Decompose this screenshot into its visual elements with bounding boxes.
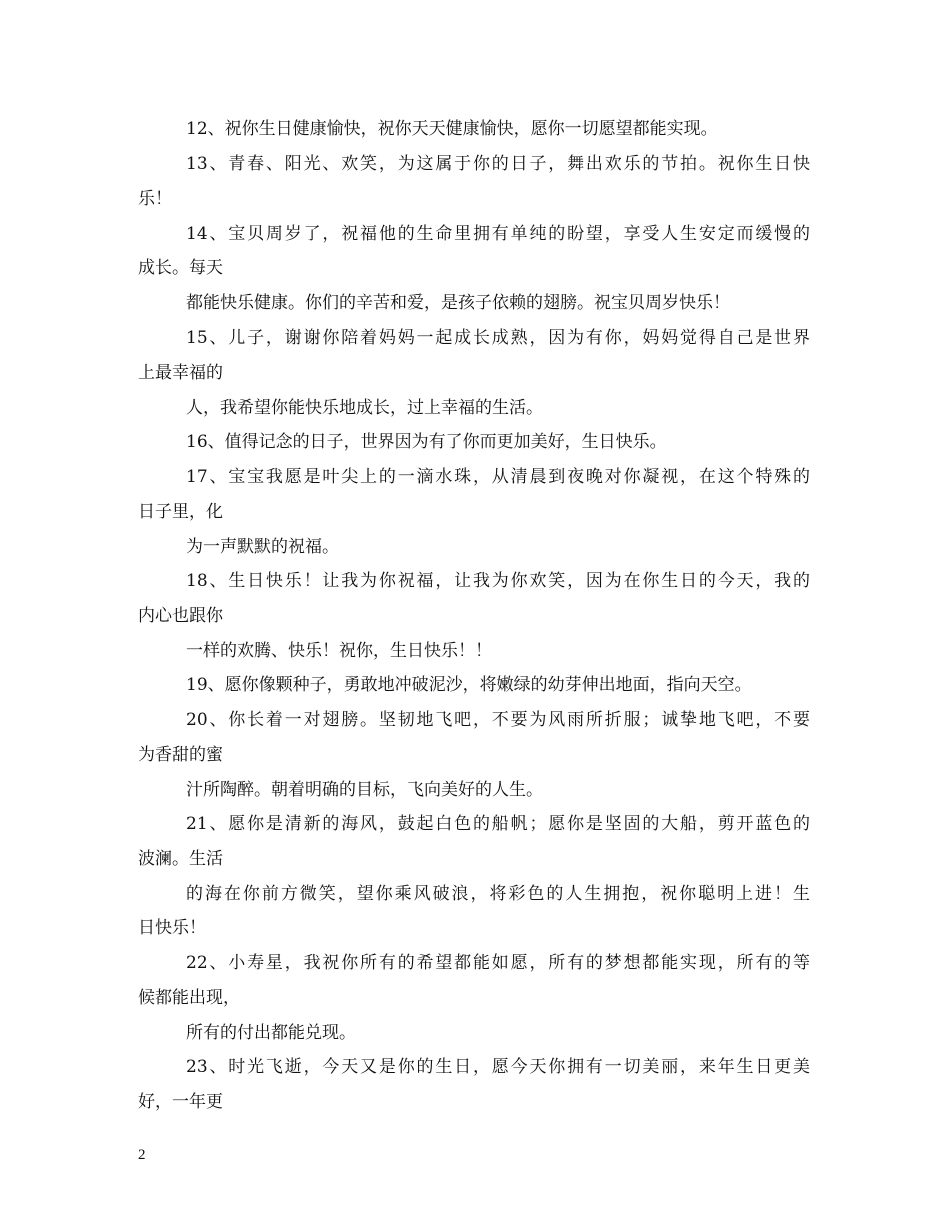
- text-line: 都能快乐健康。你们的辛苦和爱，是孩子依赖的翅膀。祝宝贝周岁快乐！: [186, 293, 730, 313]
- text-line: 所有的付出都能兑现。: [186, 1023, 356, 1043]
- text-line: 22、小寿星，我祝你所有的希望都能如愿，所有的梦想都能实现，所有的等: [186, 953, 810, 973]
- text-line: 好，一年更: [138, 1092, 223, 1112]
- text-line: 16、值得记念的日子，世界因为有了你而更加美好，生日快乐。: [186, 432, 667, 452]
- text-line: 汁所陶醉。朝着明确的目标，飞向美好的人生。: [186, 780, 543, 800]
- text-line: 日子里，化: [138, 502, 223, 522]
- text-line: 日快乐！: [138, 918, 206, 938]
- text-line: 21、愿你是清新的海风，鼓起白色的船帆；愿你是坚固的大船，剪开蓝色的: [186, 814, 810, 834]
- text-line: 一样的欢腾、快乐！祝你，生日快乐！！: [186, 641, 492, 661]
- text-line: 候都能出现，: [138, 988, 240, 1008]
- text-line: 15、儿子，谢谢你陪着妈妈一起成长成熟，因为有你，妈妈觉得自己是世界: [186, 328, 810, 348]
- text-line: 为香甜的蜜: [138, 745, 223, 765]
- text-line: 19、愿你像颗种子，勇敢地冲破泥沙，将嫩绿的幼芽伸出地面，指向天空。: [186, 675, 752, 695]
- page-number: 2: [138, 1147, 146, 1163]
- text-line: 内心也跟你: [138, 606, 223, 626]
- text-line: 20、你长着一对翅膀。坚韧地飞吧，不要为风雨所折服；诚挚地飞吧，不要: [186, 710, 810, 730]
- text-line: 乐！: [138, 189, 172, 209]
- text-line: 波澜。生活: [138, 849, 223, 869]
- text-line: 为一声默默的祝福。: [186, 537, 339, 557]
- text-line: 14、宝贝周岁了，祝福他的生命里拥有单纯的盼望，享受人生安定而缓慢的: [186, 224, 810, 244]
- text-line: 成长。每天: [138, 258, 223, 278]
- text-line: 12、祝你生日健康愉快，祝你天天健康愉快，愿你一切愿望都能实现。: [186, 119, 718, 139]
- text-line: 17、宝宝我愿是叶尖上的一滴水珠，从清晨到夜晚对你凝视，在这个特殊的: [186, 467, 810, 487]
- text-line: 13、青春、阳光、欢笑，为这属于你的日子，舞出欢乐的节拍。祝你生日快: [186, 154, 810, 174]
- text-line: 人，我希望你能快乐地成长，过上幸福的生活。: [186, 398, 543, 418]
- text-line: 23、时光飞逝，今天又是你的生日，愿今天你拥有一切美丽，来年生日更美: [186, 1057, 810, 1077]
- text-line: 的海在你前方微笑，望你乘风破浪，将彩色的人生拥抱，祝你聪明上进！生: [186, 884, 810, 904]
- text-line: 上最幸福的: [138, 363, 223, 383]
- text-line: 18、生日快乐！让我为你祝福，让我为你欢笑，因为在你生日的今天，我的: [186, 571, 810, 591]
